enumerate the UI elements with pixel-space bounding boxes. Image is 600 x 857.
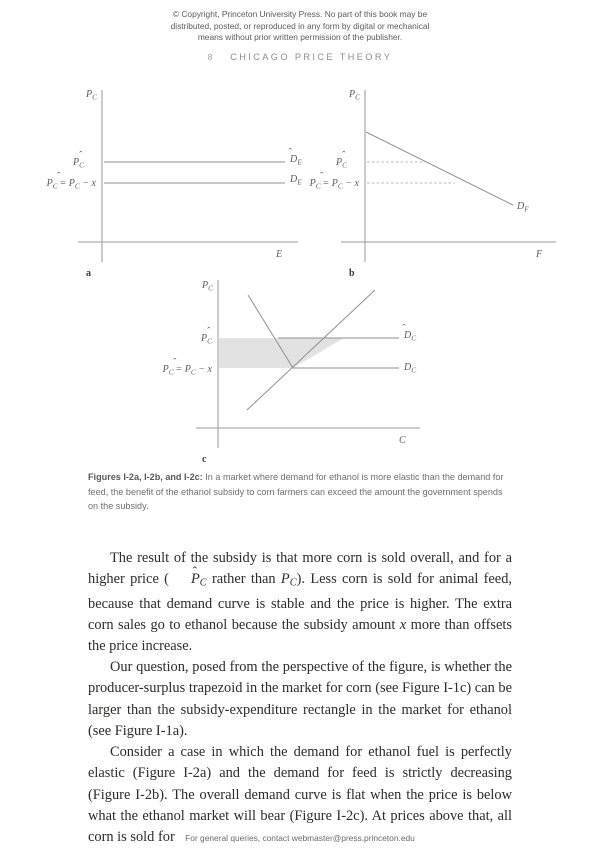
panel-c-upper-tick-hat-icon: ˆ	[207, 326, 211, 338]
panel-b-y-axis-label: $P_C$	[349, 89, 361, 102]
page-footer: For general queries, contact webmaster@press.princeton.edu	[185, 833, 415, 843]
panel-a-lower-tick-hat-icon: ˆ	[57, 171, 61, 183]
panel-c-lower-tick-hat-icon: ˆ	[173, 357, 177, 369]
figure-panel-c	[162, 280, 420, 465]
paragraph-3: Consider a case in which the demand for ethanol fuel is perfectly elastic (Figure I-2a) and the demand for feed is strictly decreasing (Figure I-2b). The overall demand curve is flat when the price is below what the ethanol market will bear (Figure I-2c). At prices above that, all corn is sold for	[88, 744, 512, 845]
panel-c-upper-tick-label: $P_C$	[200, 333, 212, 346]
panel-a-upper-tick-hat-icon: ˆ	[79, 150, 83, 162]
panel-b-demand-curve	[366, 132, 513, 205]
book-title: CHICAGO PRICE THEORY	[230, 52, 393, 62]
copyright-line-2: distributed, posted, or reproduced in any form by digital or mechanical	[170, 20, 430, 31]
panel-a-upper-tick-label: $P_C$	[72, 157, 84, 170]
copyright-notice	[0, 9, 600, 44]
running-head	[0, 52, 600, 62]
panel-a-hat-accent-icon: ˆ	[288, 147, 292, 159]
p-plain-letter: P	[280, 571, 290, 588]
panel-b-lower-tick-hat-icon: ˆ	[320, 171, 324, 183]
copyright-line-1: © Copyright, Princeton University Press. No part of this book may be	[172, 9, 428, 19]
figure-panel-b	[309, 89, 556, 279]
panel-b-upper-tick-hat-icon: ˆ	[342, 150, 346, 162]
panel-a-demand-label: $D_E$	[290, 174, 302, 187]
figure-group	[0, 80, 600, 465]
panel-c-surplus-shading	[219, 338, 344, 368]
page-number: 8	[207, 53, 213, 62]
p-hat-letter: P	[190, 571, 200, 588]
paragraph-1-part-d: more than offsets the price increase.	[88, 616, 512, 655]
paragraph-1	[88, 548, 512, 657]
panel-a-y-axis-label: $P_C$	[86, 89, 98, 102]
paragraph-2: Our question, posed from the perspective of the figure, is whether the producer-surplus trapezoid in the market for corn (see Figure I-1c) can be larger than the subsidy-expenditure rectangle in the market for ethanol (see Figure I-1a).	[88, 659, 512, 739]
copyright-line-3: means without prior written permission of the publisher.	[197, 32, 403, 43]
panel-c-x-axis-label: C	[399, 435, 406, 446]
panel-a-lower-tick-label: $P_C = P_C - x$	[46, 178, 96, 191]
panel-a-demand-hat-label: $D_E$	[290, 154, 302, 167]
figure-panel-a	[46, 89, 303, 279]
panel-b-demand-curve-label: $D_F$	[517, 201, 529, 214]
panel-b-label: b	[349, 268, 355, 279]
paragraph-1-part-b: rather than	[206, 571, 281, 588]
panel-b-lower-tick-label: $P_C = P_C - x$	[309, 178, 359, 191]
panel-c-lower-tick-label: $P_C = P_C - x$	[162, 364, 212, 377]
panel-c-hat-accent-icon: ˆ	[402, 323, 406, 335]
panel-a-x-axis-label: E	[276, 249, 283, 260]
panel-c-demand-label: $D_C$	[404, 362, 417, 375]
panel-a-label: a	[86, 268, 91, 279]
panel-c-demand-hat-label: $D_C$	[404, 330, 417, 343]
panel-b-x-axis-label: F	[536, 249, 543, 260]
figure-caption	[88, 470, 512, 514]
figure-caption-prefix: Figures I-2a, I-2b, and I-2c:	[88, 472, 203, 482]
panel-c-y-axis-label: $P_C$	[202, 280, 214, 293]
paragraph-1-part-c: ). Less corn is sold for animal feed, because that demand curve is stable and the price is higher. The extra corn sales go to ethanol because the subsidy amount	[88, 571, 512, 633]
subsidy-variable-x: x	[399, 616, 407, 633]
panel-c-label: c	[202, 454, 207, 465]
p-hat-symbol	[169, 569, 200, 590]
paragraph-1-part-a: The result of the subsidy is that more corn is sold overall, and for a higher price (	[88, 550, 512, 588]
body-text	[88, 548, 512, 848]
panel-b-upper-tick-label: $P_C$	[335, 157, 347, 170]
p-plain-subscript: C	[289, 577, 297, 589]
p-hat-subscript: C	[199, 577, 207, 589]
figure-caption-text: In a market where demand for ethanol is more elastic than the demand for feed, the benefit of the ethanol subsidy to corn farmers can exceed the amount the government spends on the subsidy.	[88, 472, 504, 512]
figures-svg	[0, 80, 600, 465]
